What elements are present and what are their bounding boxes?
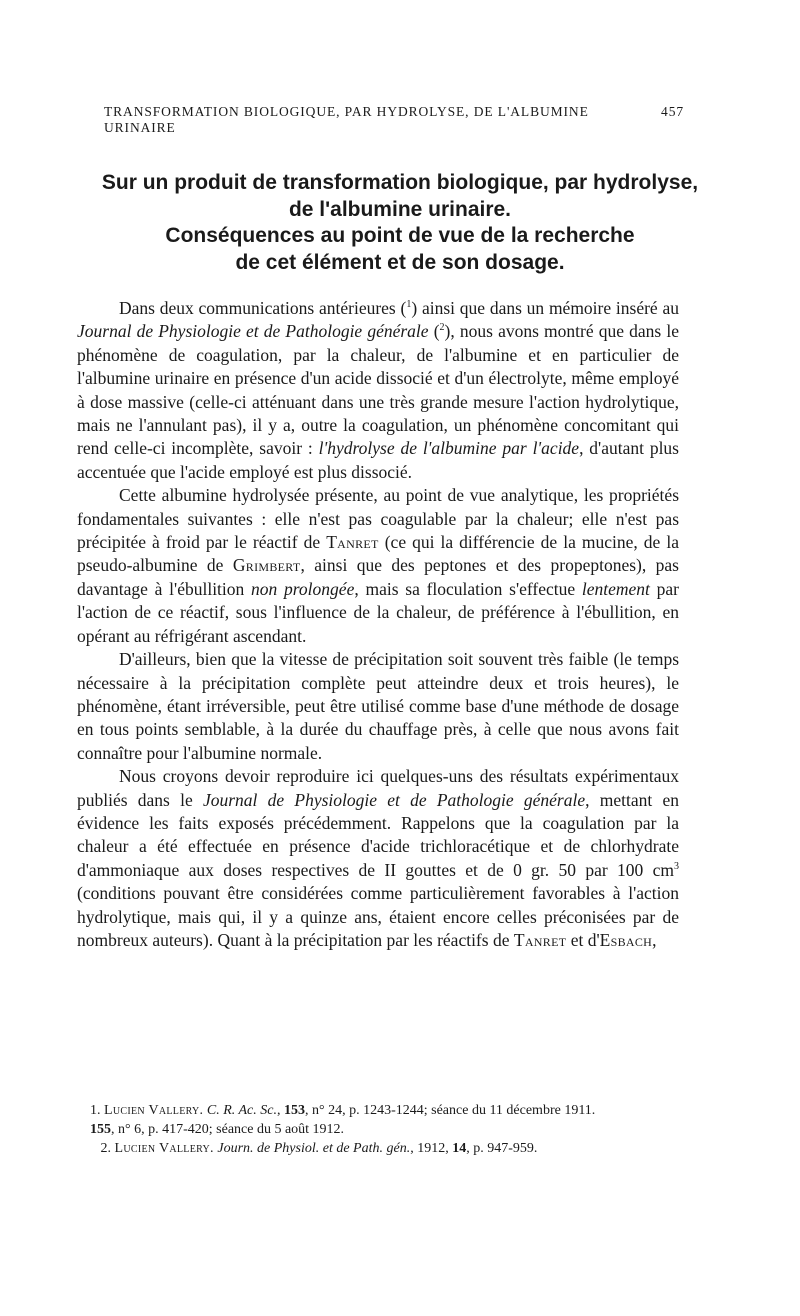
footnote-1-author: Lucien Vallery.	[104, 1103, 204, 1118]
footnote-ref-2: 2	[439, 322, 445, 334]
footnote-2: 2. Lucien Vallery. Journ. de Physiol. et de Path. gén., 1912, 14, p. 947-959.	[100, 1141, 538, 1156]
name-tanret: Tanret	[326, 532, 379, 553]
paragraph-2: Cette albumine hydrolysée présente, au point de vue analytique, les propriétés fondamentales suivantes : elle n'est pas coagulable par la chaleur; elle n'est pas précipitée à froid par le réactif de Tanret (ce qui la différencie de la mucine, de la pseudo-albumine de Grimbert, ainsi que des peptones et des propeptones), pas davantage à l'ébullition non prolongée, mais sa floculation s'effectue lentement par l'action de ce réactif, sous l'influence de la chaleur, de préférence à l'ébullition, en opérant au réfrigérant ascendant.	[77, 485, 679, 646]
paragraph-4: Nous croyons devoir reproduire ici quelques-uns des résultats expérimentaux publiés dans le Journal de Physiologie et de Pathologie générale, mettant en évidence les faits exposés précédemment. Rappelons que la coagulation par la chaleur a été effectuée en présence d'acide trichloracétique et de chlorhydrate d'ammoniaque aux doses respectives de II gouttes et de 0 gr. 50 par 100 $cm^3$ (conditions pouvant être considérées comme particulièrement favorables à l'action hydrolytique, mais qui, il y a quinze ans, étaient encore celles préconisées par de nombreux auteurs). Quant à la précipitation par les réactifs de Tanret et d'Esbach,	[77, 766, 679, 950]
emphasis-hydrolyse: l'hydrolyse de l'albumine par l'acide	[318, 438, 580, 459]
title-line-1: Sur un produit de transformation biologique, par hydrolyse,	[101, 171, 699, 194]
emphasis-non-prolongee: non prolongée	[251, 578, 355, 599]
paragraph-1: Dans deux communications antérieures ($^1$) ainsi que dans un mémoire inséré au Journal de Physiologie et de Pathologie générale ($^2$), nous avons montré que dans le phénomène de coagulation, par la chaleur, de l'albumine et en particulier de l'albumine urinaire en présence d'un acide dissocié et d'un électrolyte, même employé à dose massive (celle-ci atténuant dans une très grande mesure l'action hydrolytique, mais ne l'annulant pas), il y a, outre la coagulation, un phénomène concomitant qui rend celle-ci incomplète, savoir : l'hydrolyse de l'albumine par l'acide, d'autant plus accentuée que l'acide employé est plus dissocié.	[77, 298, 680, 482]
name-grimbert: Grimbert	[232, 555, 301, 576]
name-esbach: Esbach	[599, 929, 653, 950]
title-line-2: de l'albumine urinaire.	[288, 197, 512, 221]
running-head	[104, 104, 684, 136]
journal-title: Journal de Physiologie et de Pathologie générale	[77, 321, 429, 342]
footnote-1: 1. Lucien Vallery. C. R. Ac. Sc., 153, n° 24, p. 1243-1244; séance du 11 décembre 1911.	[90, 1103, 596, 1118]
superscript-cube: 3	[674, 860, 679, 872]
paragraph-3: D'ailleurs, bien que la vitesse de précipitation soit souvent très faible (le temps nécessaire à la précipitation complète peut atteindre deux et trois heures), le phénomène, étant irréversible, peut être utilisé comme base d'une méthode de dosage en tous points semblable, à la durée du chauffage près, à celle que nous avons fait connaître pour l'albumine normale.	[77, 649, 679, 763]
title-line-4: de cet élément et de son dosage.	[235, 250, 565, 274]
title-line-3: Conséquences au point de vue de la recherche	[165, 224, 635, 247]
journal-title-2: Journal de Physiologie et de Pathologie générale	[202, 789, 586, 810]
article-body	[77, 297, 679, 952]
name-tanret-2: Tanret	[513, 929, 567, 950]
emphasis-lentement: lentement	[581, 578, 650, 599]
page-number: 457	[661, 104, 684, 119]
footnote-2-author: Lucien Vallery.	[114, 1141, 214, 1156]
footnote-ref-1: 1	[406, 299, 412, 311]
footnotes	[90, 1101, 690, 1158]
article-title	[60, 170, 740, 276]
footnote-1-continued: 155, n° 6, p. 417-420; séance du 5 août 1912.	[90, 1122, 345, 1137]
running-title: TRANSFORMATION BIOLOGIQUE, PAR HYDROLYSE, DE L'ALBUMINE URINAIRE	[104, 104, 589, 135]
